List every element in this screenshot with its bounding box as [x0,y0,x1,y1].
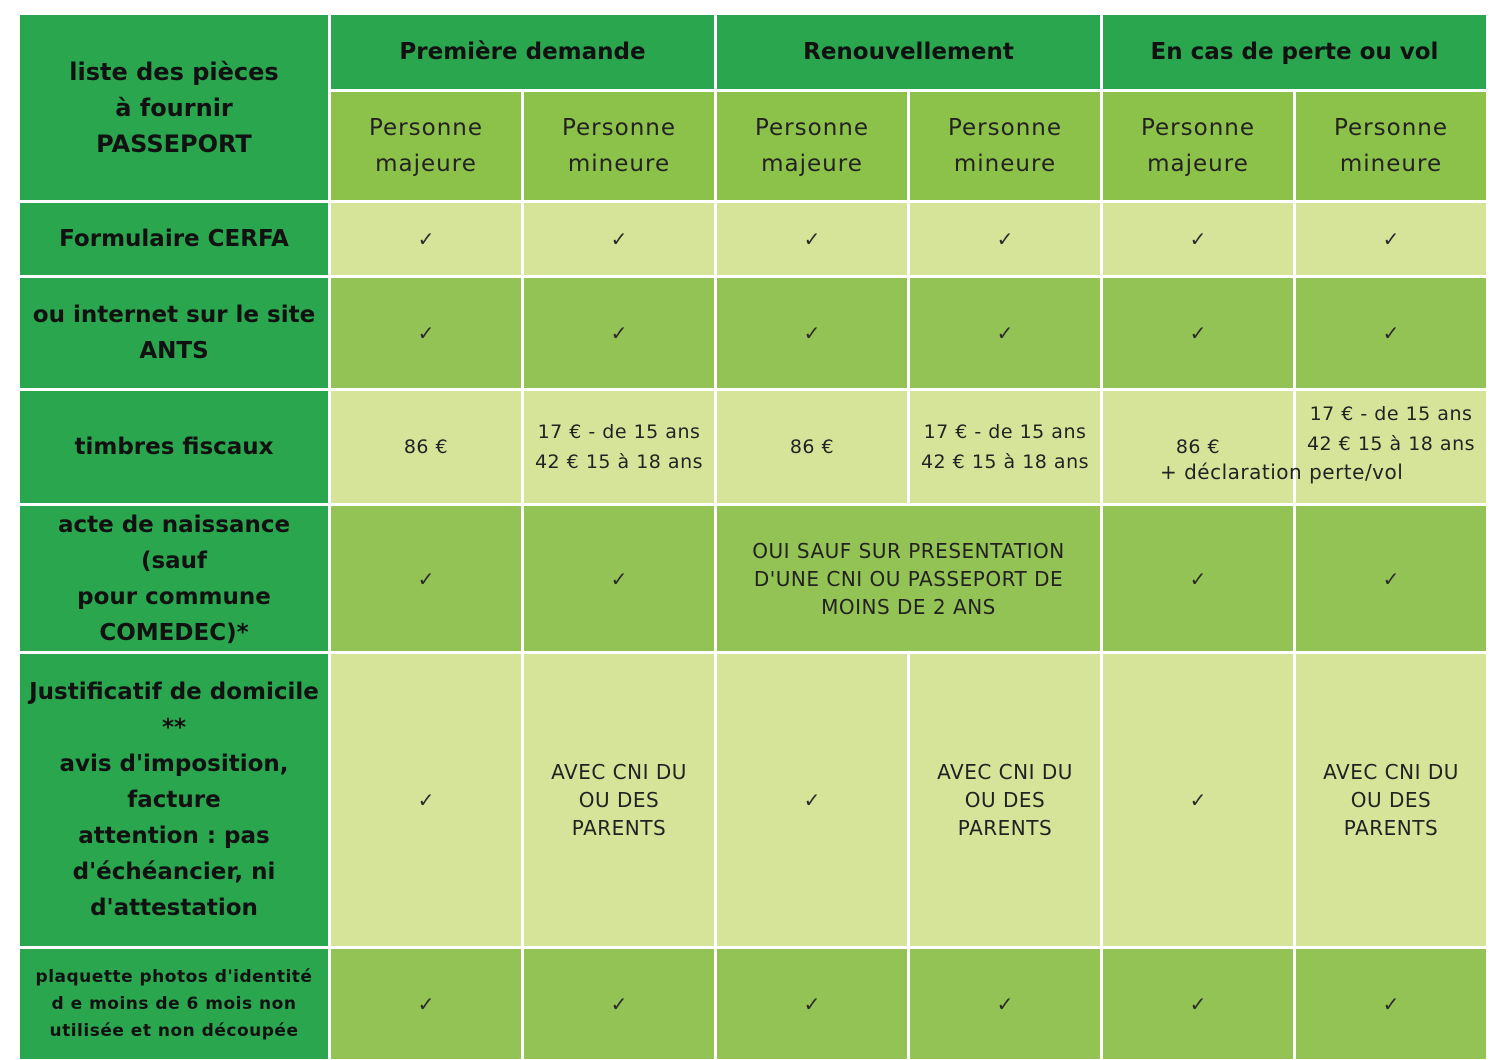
check-icon: ✓ [1296,278,1486,388]
group-header-first-request: Première demande [331,15,714,89]
subheader-minor [1296,92,1486,200]
row-label-ants [20,278,328,388]
note-line: AVEC CNI DU [1323,760,1459,784]
check-icon: ✓ [1296,203,1486,275]
note-line: AVEC CNI DU [551,760,687,784]
row-label-fiscal-stamps: timbres fiscaux [20,391,328,503]
row-label-id-photos [20,949,328,1059]
check-icon: ✓ [524,278,714,388]
check-icon: ✓ [910,278,1100,388]
minor-address-note [1296,654,1486,946]
table-title-cell [20,15,328,200]
row-label-line: acte de naissance (sauf [57,511,291,574]
subheader-adult [717,92,907,200]
note-line: MOINS DE 2 ANS [821,594,996,619]
row-label-line: pour commune [77,583,271,610]
check-icon: ✓ [1103,278,1293,388]
note-line: OU DES [964,788,1046,812]
note-line: PARENTS [571,816,667,840]
check-icon: ✓ [524,203,714,275]
subheader-line: majeure [375,151,477,177]
subheader-line: Personne [947,115,1062,141]
note-line: AVEC CNI DU [937,760,1073,784]
check-icon: ✓ [1103,949,1293,1059]
check-icon: ✓ [331,654,521,946]
row-label-proof-of-address [20,654,328,946]
row-label-line: d'échéancier, ni [72,859,276,885]
fee-minor [1296,391,1486,503]
fee-line: 42 € 15 à 18 ans [920,451,1090,473]
subheader-line: mineure [567,151,671,177]
note-line: PARENTS [1343,816,1439,840]
note-line: OUI SAUF SUR PRESENTATION [752,538,1065,563]
subheader-line: Personne [1333,115,1448,141]
row-label-line: facture [127,787,221,813]
row-label-line: ANTS [139,338,209,364]
subheader-line: mineure [1339,151,1443,177]
check-icon: ✓ [717,654,907,946]
subheader-line: Personne [754,115,869,141]
table-title-line: PASSEPORT [96,129,252,158]
fee-adult: 86 € [1103,391,1293,503]
row-label-line: ou internet sur le site [32,302,316,328]
passport-documents-table [20,15,1480,1045]
check-icon: ✓ [524,506,714,651]
check-icon: ✓ [717,278,907,388]
fee-line: 17 € - de 15 ans [1309,403,1473,425]
fee-line: 17 € - de 15 ans [537,421,701,443]
check-icon: ✓ [1103,203,1293,275]
check-icon: ✓ [717,203,907,275]
fee-line: 42 € 15 à 18 ans [534,451,704,473]
check-icon: ✓ [910,949,1100,1059]
row-label-birth-certificate [20,506,328,651]
row-label-line: COMEDEC)* [99,619,249,646]
row-label-cerfa: Formulaire CERFA [20,203,328,275]
note-line: PARENTS [957,816,1053,840]
fee-adult: 86 € [331,391,521,503]
row-label-line: plaquette photos d'identité [35,966,313,987]
row-label-line: avis d'imposition, [59,751,289,777]
row-label-line: ** [161,715,187,741]
fee-adult: 86 € [717,391,907,503]
row-label-line: d e moins de 6 mois non [51,993,297,1014]
minor-address-note [524,654,714,946]
subheader-line: mineure [953,151,1057,177]
check-icon: ✓ [524,949,714,1059]
subheader-adult [331,92,521,200]
note-line: OU DES [1350,788,1432,812]
fee-line: 42 € 15 à 18 ans [1306,433,1476,455]
group-header-loss-theft: En cas de perte ou vol [1103,15,1486,89]
fee-minor [524,391,714,503]
note-line: OU DES [578,788,660,812]
minor-address-note [910,654,1100,946]
renewal-birth-certificate-note [717,506,1100,651]
check-icon: ✓ [717,949,907,1059]
check-icon: ✓ [1103,654,1293,946]
subheader-line: Personne [368,115,483,141]
subheader-adult [1103,92,1293,200]
fee-line: 17 € - de 15 ans [923,421,1087,443]
row-label-line: Justificatif de domicile [29,679,319,705]
check-icon: ✓ [1296,506,1486,651]
subheader-line: Personne [561,115,676,141]
table-title-line: liste des pièces [69,57,279,86]
check-icon: ✓ [331,506,521,651]
check-icon: ✓ [1296,949,1486,1059]
group-header-renewal: Renouvellement [717,15,1100,89]
check-icon: ✓ [910,203,1100,275]
row-label-line: d'attestation [90,895,258,921]
subheader-minor [524,92,714,200]
table-title-line: à fournir [115,93,233,122]
note-line: D'UNE CNI OU PASSEPORT DE [753,566,1064,591]
check-icon: ✓ [331,949,521,1059]
loss-declaration-note: + déclaration perte/vol [1160,460,1404,484]
check-icon: ✓ [1103,506,1293,651]
fee-minor [910,391,1100,503]
subheader-line: majeure [761,151,863,177]
row-label-line: utilisée et non découpée [49,1020,299,1041]
subheader-line: majeure [1147,151,1249,177]
check-icon: ✓ [331,203,521,275]
subheader-minor [910,92,1100,200]
row-label-line: attention : pas [78,823,270,849]
subheader-line: Personne [1140,115,1255,141]
check-icon: ✓ [331,278,521,388]
